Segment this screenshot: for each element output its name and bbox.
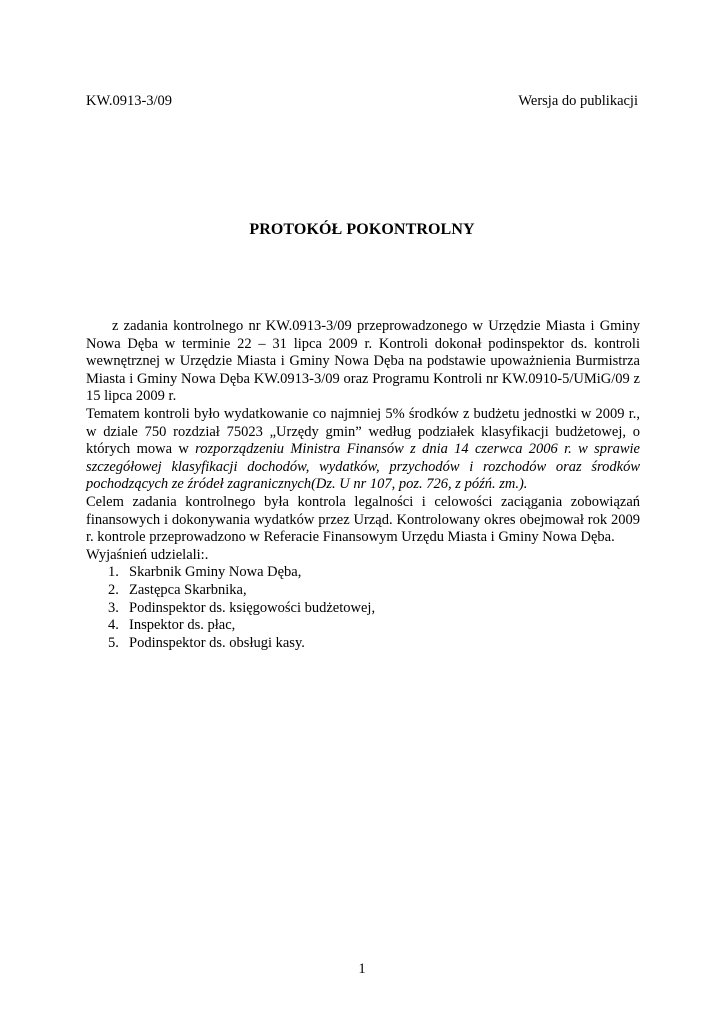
list-item [86,600,640,618]
list-item [86,564,640,582]
list-item [86,617,640,635]
document-reference: KW.0913-3/09 [86,93,173,109]
list-item [86,635,640,653]
list-item-text: Podinspektor ds. obsługi kasy. [129,634,305,651]
topic-text: Tematem kontroli było wydatkowanie co najmniej 5% środków z budżetu jednostki w 2009 r., w dziale 750 rozdział 75023 „Urzędy gmin” według podziałek klasyfikacji budżetowej, o których mowa w [86,405,640,458]
topic-paragraph [86,406,640,494]
list-item-text: Inspektor ds. płac, [129,617,236,634]
list-item-text: Zastępca Skarbnika, [129,581,247,598]
list-item-number: 5. [108,634,119,651]
version-label: Wersja do publikacji [518,93,638,109]
list-item-number: 2. [108,581,119,598]
list-item-number: 4. [108,617,119,634]
list-item-text: Podinspektor ds. księgowości budżetowej, [129,599,376,616]
explanations-label: Wyjaśnień udzielali:. [86,546,209,563]
list-item [86,582,640,600]
document-title: PROTOKÓŁ POKONTROLNY [249,221,475,238]
list-item-number: 1. [108,564,119,581]
list-item-number: 3. [108,599,119,616]
page-number: 1 [358,961,366,977]
list-item-text: Skarbnik Gminy Nowa Dęba, [129,564,302,581]
page-header [86,93,638,113]
document-body [86,318,640,652]
regulation-citation: rozporządzeniu Ministra Finansów z dnia 14 czerwca 2006 r. w sprawie szczegółowej klasyfikacji dochodów, wydatków, przychodów i rozchodów oraz środków pochodzących ze źródeł zagranicznych(Dz. U nr 107, poz. 726, z późń. zm.). [86,441,640,493]
intro-paragraph: z zadania kontrolnego nr KW.0913-3/09 przeprowadzonego w Urzędzie Miasta i Gminy Nowa Dęba w terminie 22 – 31 lipca 2009 r. Kontroli dokonał podinspektor ds. kontroli wewnętrznej w Urzędzie Miasta i Gminy Nowa Dęba na podstawie upoważnienia Burmistrza Miasta i Gminy Nowa Dęba KW.0913-3/09 oraz Programu Kontroli nr KW.0910-5/UMiG/09 z 15 lipca 2009 r. [86,318,640,405]
explanations-list [86,564,640,652]
goal-paragraph: Celem zadania kontrolnego była kontrola legalności i celowości zaciągania zobowiązań finansowych i dokonywania wydatków przez Urząd. Kontrolowany okres obejmował rok 2009 r. kontrole przeprowadzono w Referacie Finansowym Urzędu Miasta i Gminy Nowa Dęba. [86,493,640,546]
